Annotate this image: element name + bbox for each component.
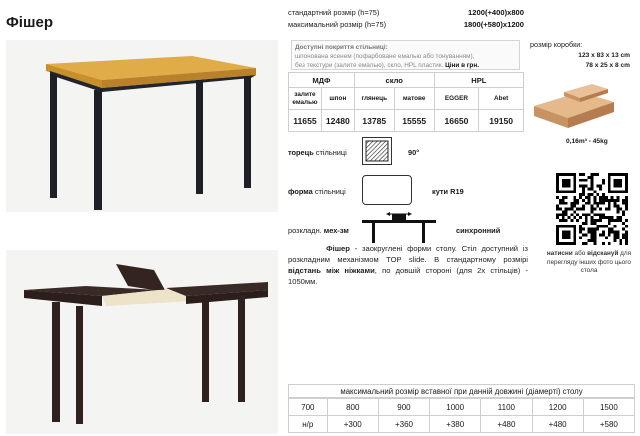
price-enamel: 11655	[289, 110, 322, 132]
description: Фішер - заокруглені форми столу. Стіл доступний із розкладним механізмом TOP slide. В стандартному розмірі відстань між ніжками, по довшій стороні (для 2х стільців) - 1050мм.	[288, 244, 528, 286]
sub-gloss: глянець	[354, 88, 394, 110]
max-size-value: 1800(+580)х1200	[463, 19, 524, 29]
insert-value-cell: +480	[532, 416, 583, 433]
max-size-row	[288, 18, 524, 30]
group-glass: скло	[354, 73, 434, 88]
length-cell: 1000	[430, 399, 481, 416]
box-illustration	[528, 74, 620, 137]
length-cell: 1100	[481, 399, 532, 416]
size-list	[288, 6, 524, 30]
shape-rounded-icon	[362, 175, 412, 205]
sub-enamel: залите емалью	[289, 88, 322, 110]
sub-veneer: шпон	[321, 88, 354, 110]
price-sub-row	[289, 88, 524, 110]
box-dim-2: 78 х 25 х 8 cm	[585, 62, 630, 69]
price-table	[288, 72, 524, 132]
shape-label: форма стільниці	[288, 187, 346, 196]
insert-value-row	[289, 416, 635, 433]
price-egger: 16650	[434, 110, 479, 132]
edge-value: 90°	[408, 148, 420, 157]
product-photo-extended	[6, 250, 278, 434]
length-cell: 1200	[532, 399, 583, 416]
standard-size-row	[288, 6, 524, 18]
shape-value: кути R19	[432, 187, 464, 196]
price-note: Ціни в грн.	[445, 62, 479, 69]
price-gloss: 13785	[354, 110, 394, 132]
edge-profile-icon	[362, 137, 392, 165]
insert-value-cell: +300	[327, 416, 378, 433]
insert-value-cell: +360	[378, 416, 429, 433]
coatings-note	[291, 40, 520, 70]
insert-row-label: н/р	[289, 416, 328, 433]
mech-value: синхронний	[456, 226, 501, 235]
coatings-line-1: шпонована ясенем (пофарбоване емалью або тонуванням),	[295, 53, 475, 60]
product-photo-oak	[6, 40, 278, 212]
insert-value-cell: +580	[583, 416, 634, 433]
group-hpl: HPL	[434, 73, 523, 88]
insert-length-row	[289, 399, 635, 416]
standard-size-label: стандартний розмір (h=75)	[288, 7, 380, 17]
insert-value-cell: +380	[430, 416, 481, 433]
length-cell: 900	[378, 399, 429, 416]
sub-egger: EGGER	[434, 88, 479, 110]
max-size-label: максимальний розмір (h=75)	[288, 19, 387, 29]
insert-value-cell: +480	[481, 416, 532, 433]
qr-code-icon[interactable]	[556, 173, 628, 245]
box-size-label: розмір коробки:	[530, 40, 583, 49]
price-group-row	[289, 73, 524, 88]
box-dim-1: 123 х 83 х 13 cm	[578, 52, 630, 59]
sub-abet: Abet	[479, 88, 524, 110]
mech-label: розкладн. мех-зм	[288, 226, 349, 235]
table-oak-illustration	[6, 40, 278, 212]
standard-size-value: 1200(+400)х800	[468, 7, 524, 17]
length-cell: 800	[327, 399, 378, 416]
price-veneer: 12480	[321, 110, 354, 132]
edge-label: торець стільниці	[288, 148, 347, 157]
box-volume-weight: 0,16m³ - 45kg	[566, 138, 608, 145]
coatings-heading: Доступні покриття стільниці:	[295, 44, 388, 51]
length-cell: 700	[289, 399, 328, 416]
price-abet: 19150	[479, 110, 524, 132]
group-mdf: МДФ	[289, 73, 355, 88]
length-cell: 1500	[583, 399, 634, 416]
price-matte: 15555	[394, 110, 434, 132]
table-extended-illustration	[6, 250, 278, 434]
qr-caption: натисни або відскануй для перегляду інших фото цього стола	[546, 250, 632, 274]
sub-matte: матове	[394, 88, 434, 110]
price-value-row	[289, 110, 524, 132]
insert-table	[288, 398, 635, 433]
page-title: Фішер	[6, 14, 53, 31]
coatings-line-2: без текстури (залите емалью), скло, HPL пластик.	[295, 62, 444, 69]
insert-table-title: максимальний розмір вставної при данній довжині (діамерті) столу	[288, 384, 635, 398]
